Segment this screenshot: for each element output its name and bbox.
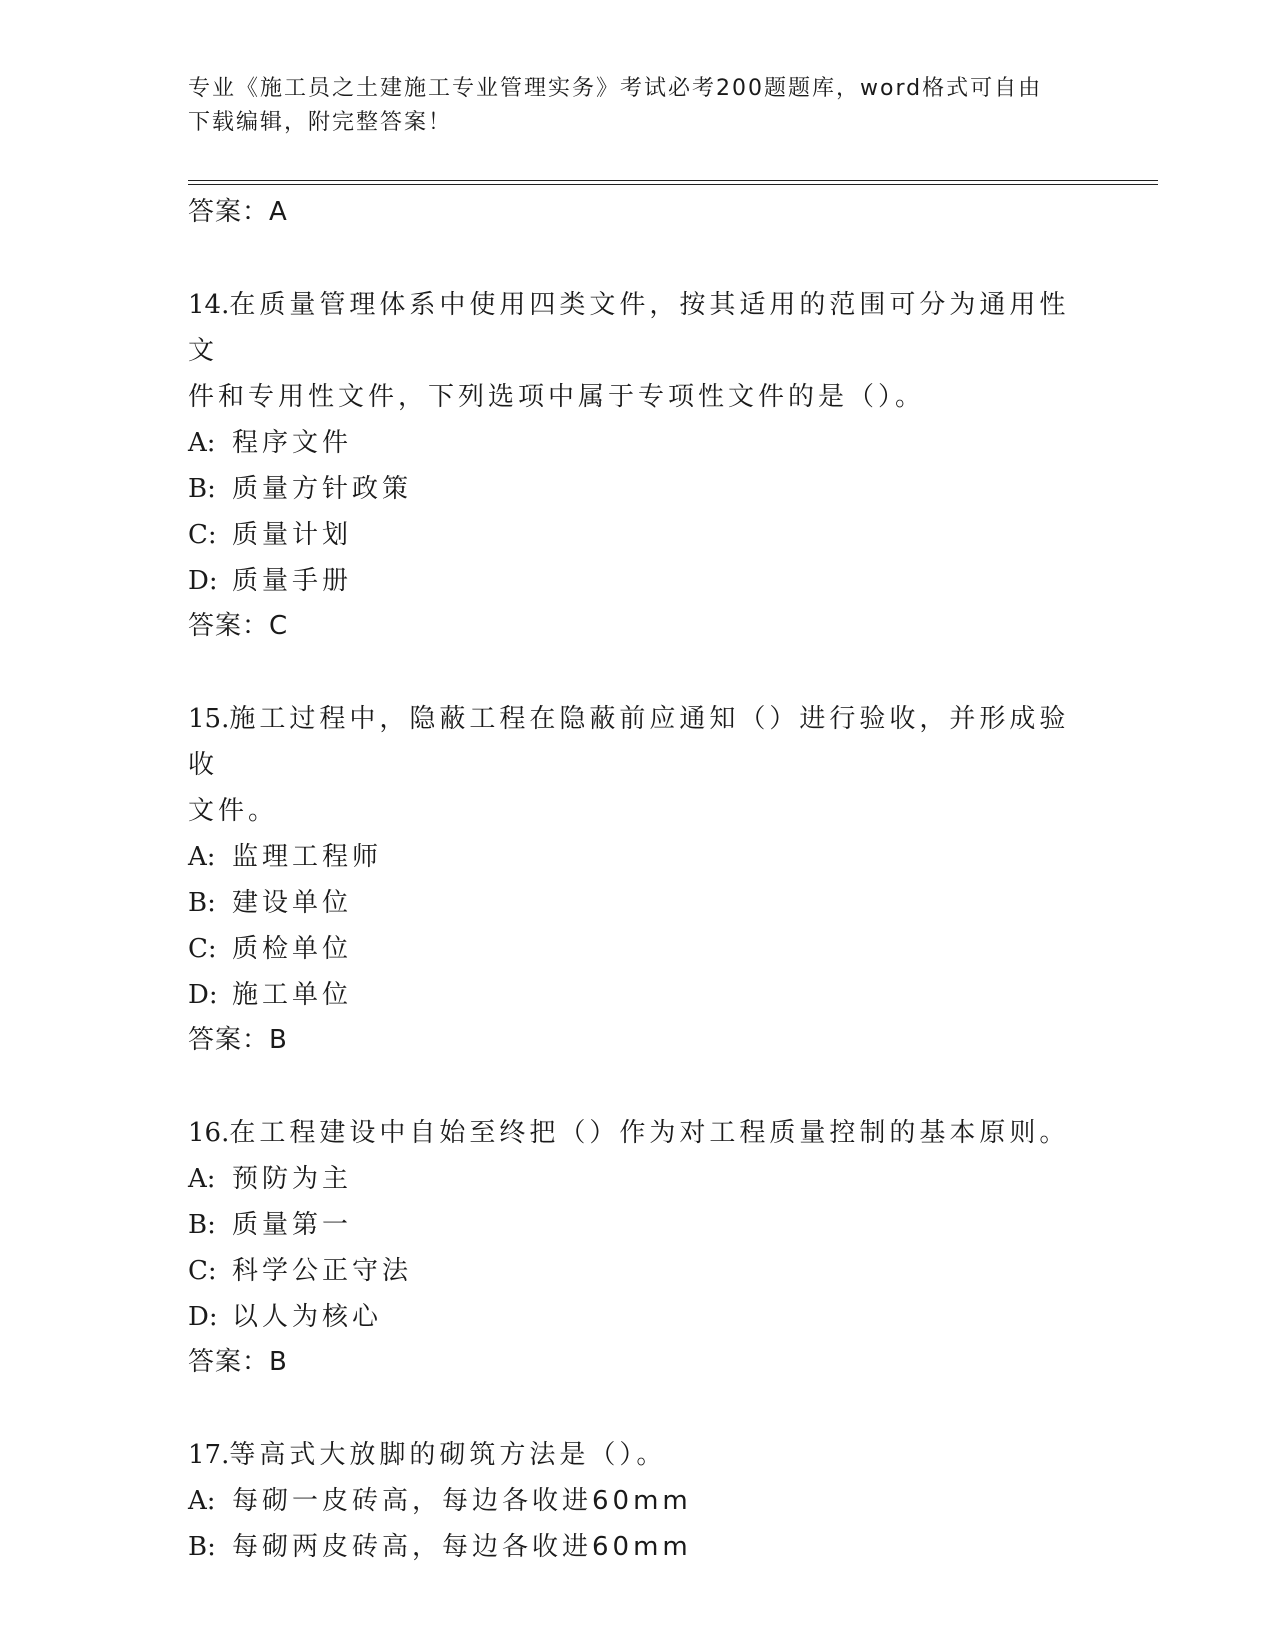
answer-line: 答案：C — [188, 611, 289, 641]
option-letter: D: — [188, 1302, 218, 1332]
option-letter: D: — [188, 980, 218, 1010]
option-letter: A: — [188, 842, 216, 872]
option-text: 质量方针政策 — [232, 474, 413, 504]
option-letter: C: — [188, 1256, 217, 1286]
question-stem — [188, 696, 1088, 788]
option-letter: C: — [188, 520, 217, 550]
question-number: 16. — [188, 1118, 230, 1148]
question-stem-continued: 件和专用性文件，下列选项中属于专项性文件的是（）。 — [188, 382, 926, 412]
option-text: 每砌两皮砖高，每边各收进60mm — [232, 1532, 692, 1562]
option-letter: D: — [188, 566, 218, 596]
header-line-1: 专业《施工员之土建施工专业管理实务》考试必考200题题库，word格式可自由 — [188, 76, 1043, 101]
header-line-2: 下载编辑，附完整答案！ — [188, 110, 453, 135]
option-letter: B: — [188, 888, 216, 918]
answer-line: 答案：A — [188, 197, 288, 227]
question-stem — [188, 282, 1088, 374]
question-text: 在工程建设中自始至终把（）作为对工程质量控制的基本原则。 — [229, 1118, 1070, 1148]
option-text: 监理工程师 — [232, 842, 383, 872]
question-number: 15. — [188, 704, 230, 734]
option-text: 程序文件 — [232, 428, 353, 458]
option-letter: C: — [188, 934, 217, 964]
option-b — [188, 466, 1088, 512]
option-letter: B: — [188, 1532, 216, 1562]
answer-line: 答案：B — [188, 1347, 288, 1377]
question-stem — [188, 1110, 1088, 1156]
option-letter: B: — [188, 474, 216, 504]
option-text: 质量手册 — [232, 566, 353, 596]
header-divider-bottom — [188, 184, 1158, 185]
option-text: 每砌一皮砖高，每边各收进60mm — [232, 1486, 692, 1516]
option-c — [188, 926, 1088, 972]
option-text: 建设单位 — [232, 888, 353, 918]
option-text: 以人为核心 — [232, 1302, 383, 1332]
document-header — [188, 72, 1088, 140]
option-text: 质检单位 — [232, 934, 353, 964]
option-a — [188, 420, 1088, 466]
option-d — [188, 1294, 1088, 1340]
option-text: 施工单位 — [232, 980, 353, 1010]
option-b — [188, 880, 1088, 926]
question-text: 在质量管理体系中使用四类文件，按其适用的范围可分为通用性文 — [188, 290, 1070, 366]
question-stem-continued: 文件。 — [188, 796, 279, 826]
question-text: 等高式大放脚的砌筑方法是（）。 — [229, 1440, 667, 1470]
header-divider-top — [188, 180, 1158, 181]
answer-line: 答案：B — [188, 1025, 288, 1055]
question-block — [188, 282, 1088, 648]
option-a — [188, 834, 1088, 880]
option-text: 质量计划 — [232, 520, 353, 550]
option-text: 科学公正守法 — [232, 1256, 413, 1286]
option-d — [188, 558, 1088, 604]
document-body — [188, 190, 1088, 1570]
option-text: 质量第一 — [232, 1210, 353, 1240]
question-block — [188, 1110, 1088, 1384]
option-text: 预防为主 — [232, 1164, 353, 1194]
option-letter: A: — [188, 1486, 216, 1516]
option-b — [188, 1202, 1088, 1248]
option-a — [188, 1156, 1088, 1202]
question-text: 施工过程中，隐蔽工程在隐蔽前应通知（）进行验收，并形成验收 — [188, 704, 1070, 780]
option-d — [188, 972, 1088, 1018]
option-letter: A: — [188, 1164, 216, 1194]
question-block — [188, 1432, 1088, 1570]
option-letter: B: — [188, 1210, 216, 1240]
option-letter: A: — [188, 428, 216, 458]
option-c — [188, 1248, 1088, 1294]
option-b — [188, 1524, 1088, 1570]
option-c — [188, 512, 1088, 558]
option-a — [188, 1478, 1088, 1524]
question-number: 14. — [188, 290, 230, 320]
question-stem — [188, 1432, 1088, 1478]
question-number: 17. — [188, 1440, 230, 1470]
question-block — [188, 696, 1088, 1062]
